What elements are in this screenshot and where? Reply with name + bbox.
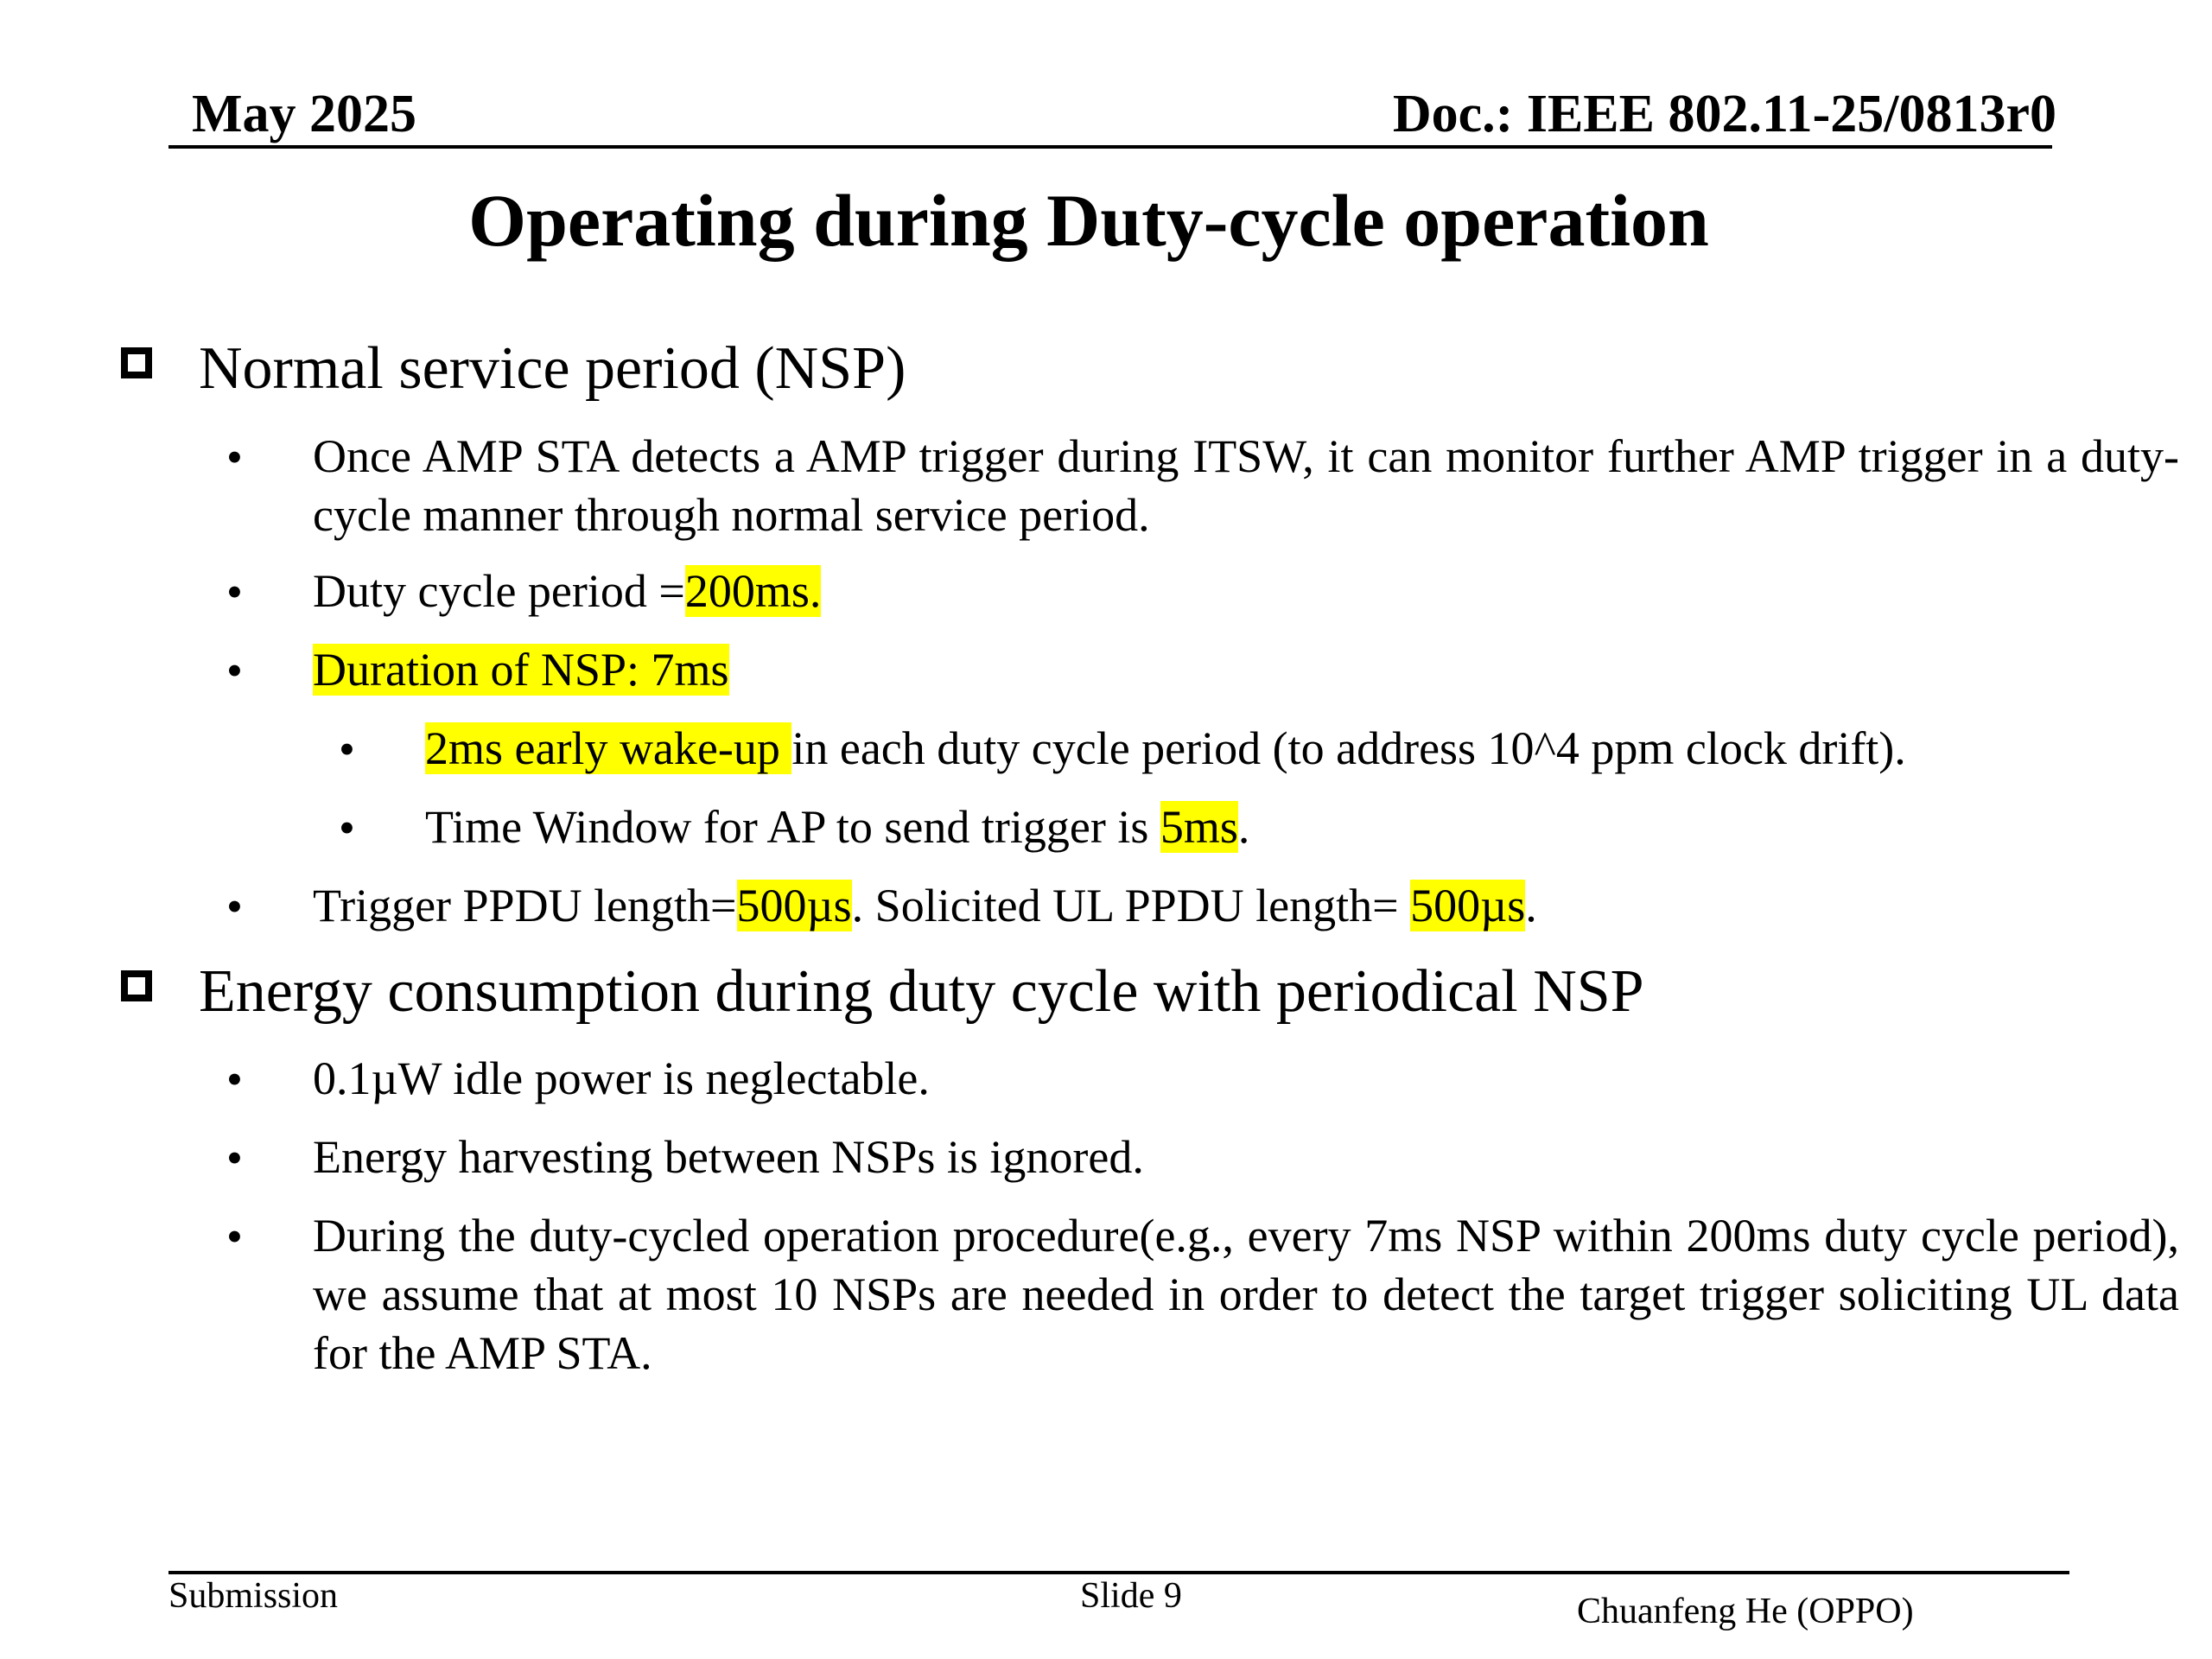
text: Duty cycle period = bbox=[313, 565, 685, 617]
text: . Solicited UL PPDU length= bbox=[851, 880, 1411, 931]
dot-icon: • bbox=[226, 880, 243, 932]
header-doc-id: Doc.: IEEE 802.11-25/0813r0 bbox=[1392, 85, 2056, 143]
subbullet-time-window bbox=[425, 798, 1249, 856]
section-heading-energy: Energy consumption during duty cycle with periodical NSP bbox=[199, 958, 1644, 1025]
footer-author: Chuanfeng He (OPPO) bbox=[1577, 1592, 1914, 1631]
dot-icon: • bbox=[339, 802, 355, 854]
bullet-energy-harvesting: Energy harvesting between NSPs is ignored. bbox=[313, 1131, 1144, 1183]
header-date: May 2025 bbox=[192, 85, 417, 143]
highlight-text: 2ms early wake-up bbox=[425, 722, 792, 774]
dot-icon: • bbox=[226, 645, 243, 696]
text: in each duty cycle period (to address 10^4 ppm clock drift). bbox=[791, 722, 1906, 774]
text: Time Window for AP to send trigger is bbox=[425, 801, 1160, 853]
dot-icon: • bbox=[226, 566, 243, 618]
hollow-square-icon bbox=[121, 347, 152, 378]
text: Trigger PPDU length= bbox=[313, 880, 737, 931]
footer-slide-number: Slide 9 bbox=[1080, 1576, 1182, 1616]
highlight-text: 5ms bbox=[1160, 801, 1238, 853]
highlight-text: 500µs bbox=[736, 880, 852, 931]
slide-title: Operating during Duty-cycle operation bbox=[468, 179, 1709, 262]
highlight-text: 500µs bbox=[1410, 880, 1526, 931]
dot-icon: • bbox=[226, 1211, 243, 1262]
header-divider bbox=[168, 145, 2052, 149]
dot-icon: • bbox=[339, 723, 355, 775]
bullet-nsp-duration bbox=[313, 640, 729, 699]
bullet-duty-cycle-period bbox=[313, 562, 821, 620]
footer-submission: Submission bbox=[168, 1576, 339, 1616]
bullet-itsw-monitor: Once AMP STA detects a AMP trigger during ITSW, it can monitor further AMP trigger in a duty-cycle manner through normal service period. bbox=[313, 430, 2179, 541]
text: . bbox=[1237, 801, 1250, 853]
highlight-text: Duration of NSP: 7ms bbox=[313, 644, 729, 696]
highlight-text: 200ms. bbox=[684, 565, 822, 617]
bullet-idle-power: 0.1µW idle power is neglectable. bbox=[313, 1052, 930, 1104]
dot-icon: • bbox=[226, 1053, 243, 1105]
text: . bbox=[1525, 880, 1537, 931]
dot-icon: • bbox=[226, 1132, 243, 1184]
hollow-square-icon bbox=[121, 970, 152, 1001]
subbullet-early-wakeup bbox=[425, 719, 1906, 778]
bullet-nsp-assumption: During the duty-cycled operation procedure(e.g., every 7ms NSP within 200ms duty cycle period), we assume that at most 10 NSPs are needed in order to detect the target trigger soliciting UL data for the AMP STA. bbox=[313, 1210, 2179, 1379]
section-heading-nsp: Normal service period (NSP) bbox=[199, 335, 906, 402]
bullet-ppdu-length bbox=[313, 876, 1537, 935]
dot-icon: • bbox=[226, 431, 243, 483]
